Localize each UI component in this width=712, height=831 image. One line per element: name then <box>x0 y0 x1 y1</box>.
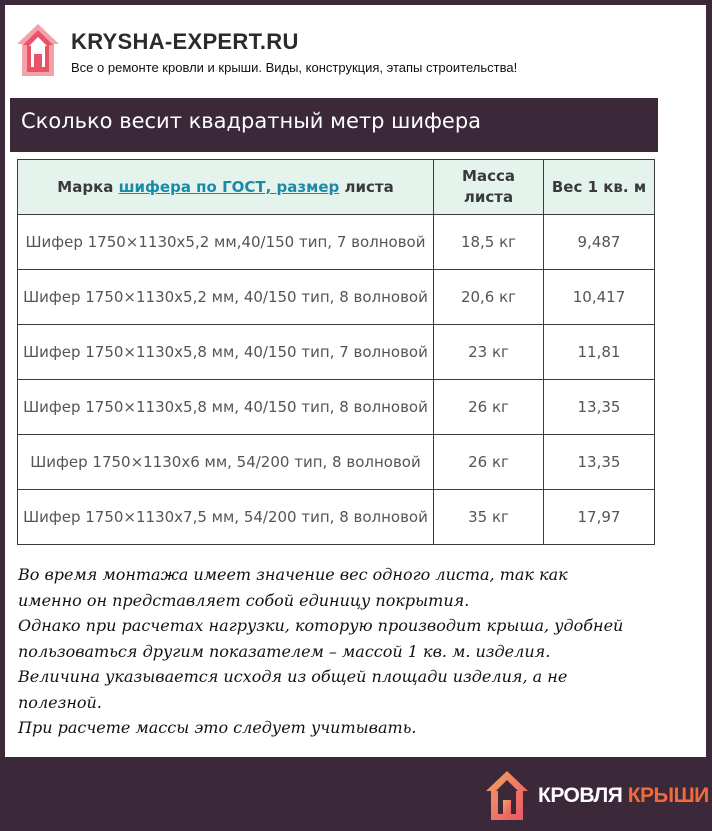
house-gradient-icon <box>484 768 530 822</box>
table-row <box>18 380 655 435</box>
site-header <box>5 5 706 91</box>
note-line: При расчете массы это следует учитывать. <box>18 718 417 737</box>
table-row <box>18 435 655 490</box>
cell-weight-per-m2: 10,417 <box>544 270 655 325</box>
column-header-brand <box>18 160 434 215</box>
cell-weight-per-m2: 11,81 <box>544 325 655 380</box>
column-header-weight <box>544 160 655 215</box>
cell-weight-per-m2: 17,97 <box>544 490 655 545</box>
table-row <box>18 215 655 270</box>
note-line: полезной. <box>18 692 102 712</box>
header-brand-prefix: Марка <box>57 177 119 196</box>
brand-wordmark <box>538 784 709 808</box>
house-icon[interactable] <box>14 20 62 78</box>
table-row <box>18 325 655 380</box>
cell-slate-name: Шифер 1750×1130х5,2 мм,40/150 тип, 7 волновой <box>18 215 434 270</box>
table-row <box>18 490 655 545</box>
weight-explanation-note <box>18 562 668 741</box>
header-weight-label: Вес 1 кв. м <box>551 177 647 196</box>
cell-slate-name: Шифер 1750×1130х5,8 мм, 40/150 тип, 8 волновой <box>18 380 434 435</box>
content-panel <box>5 5 706 757</box>
cell-slate-name: Шифер 1750×1130х5,2 мм, 40/150 тип, 8 волновой <box>18 270 434 325</box>
cell-slate-name: Шифер 1750×1130х5,8 мм, 40/150 тип, 7 волновой <box>18 325 434 380</box>
cell-sheet-mass: 23 кг <box>434 325 544 380</box>
cell-weight-per-m2: 13,35 <box>544 435 655 490</box>
note-line: именно он представляет собой единицу покрытия. <box>18 590 470 610</box>
header-mass-label: Масса листа <box>462 167 515 206</box>
cell-sheet-mass: 20,6 кг <box>434 270 544 325</box>
cell-slate-name: Шифер 1750×1130х6 мм, 54/200 тип, 8 волновой <box>18 435 434 490</box>
site-tagline: Все о ремонте кровли и крыши. Виды, конструкция, этапы строительства! <box>71 60 518 75</box>
cell-slate-name: Шифер 1750×1130х7,5 мм, 54/200 тип, 8 волновой <box>18 490 434 545</box>
note-line: Во время монтажа имеет значение вес одного листа, так как <box>18 565 568 584</box>
column-header-mass <box>434 160 544 215</box>
brand-word-1: КРОВЛЯ <box>538 784 623 807</box>
gost-size-link[interactable]: шифера по ГОСТ, размер <box>118 177 340 196</box>
site-title[interactable]: KRYSHA-EXPERT.RU <box>71 29 299 54</box>
note-line: Однако при расчетах нагрузки, которую производит крыша, удобней <box>18 616 624 635</box>
table-header-row <box>18 160 655 215</box>
brand-word-2: КРЫШИ <box>622 784 709 807</box>
cell-sheet-mass: 18,5 кг <box>434 215 544 270</box>
page-title: Сколько весит квадратный метр шифера <box>21 109 482 133</box>
header-brand-suffix: листа <box>339 177 394 196</box>
title-banner <box>10 98 658 152</box>
note-line: пользоваться другим показателем – массой 1 кв. м. изделия. <box>18 641 551 661</box>
note-line: Величина указывается исходя из общей площади изделия, а не <box>18 667 568 686</box>
cell-sheet-mass: 26 кг <box>434 435 544 490</box>
slate-weight-table <box>17 159 655 545</box>
cell-sheet-mass: 26 кг <box>434 380 544 435</box>
cell-sheet-mass: 35 кг <box>434 490 544 545</box>
cell-weight-per-m2: 13,35 <box>544 380 655 435</box>
cell-weight-per-m2: 9,487 <box>544 215 655 270</box>
table-row <box>18 270 655 325</box>
